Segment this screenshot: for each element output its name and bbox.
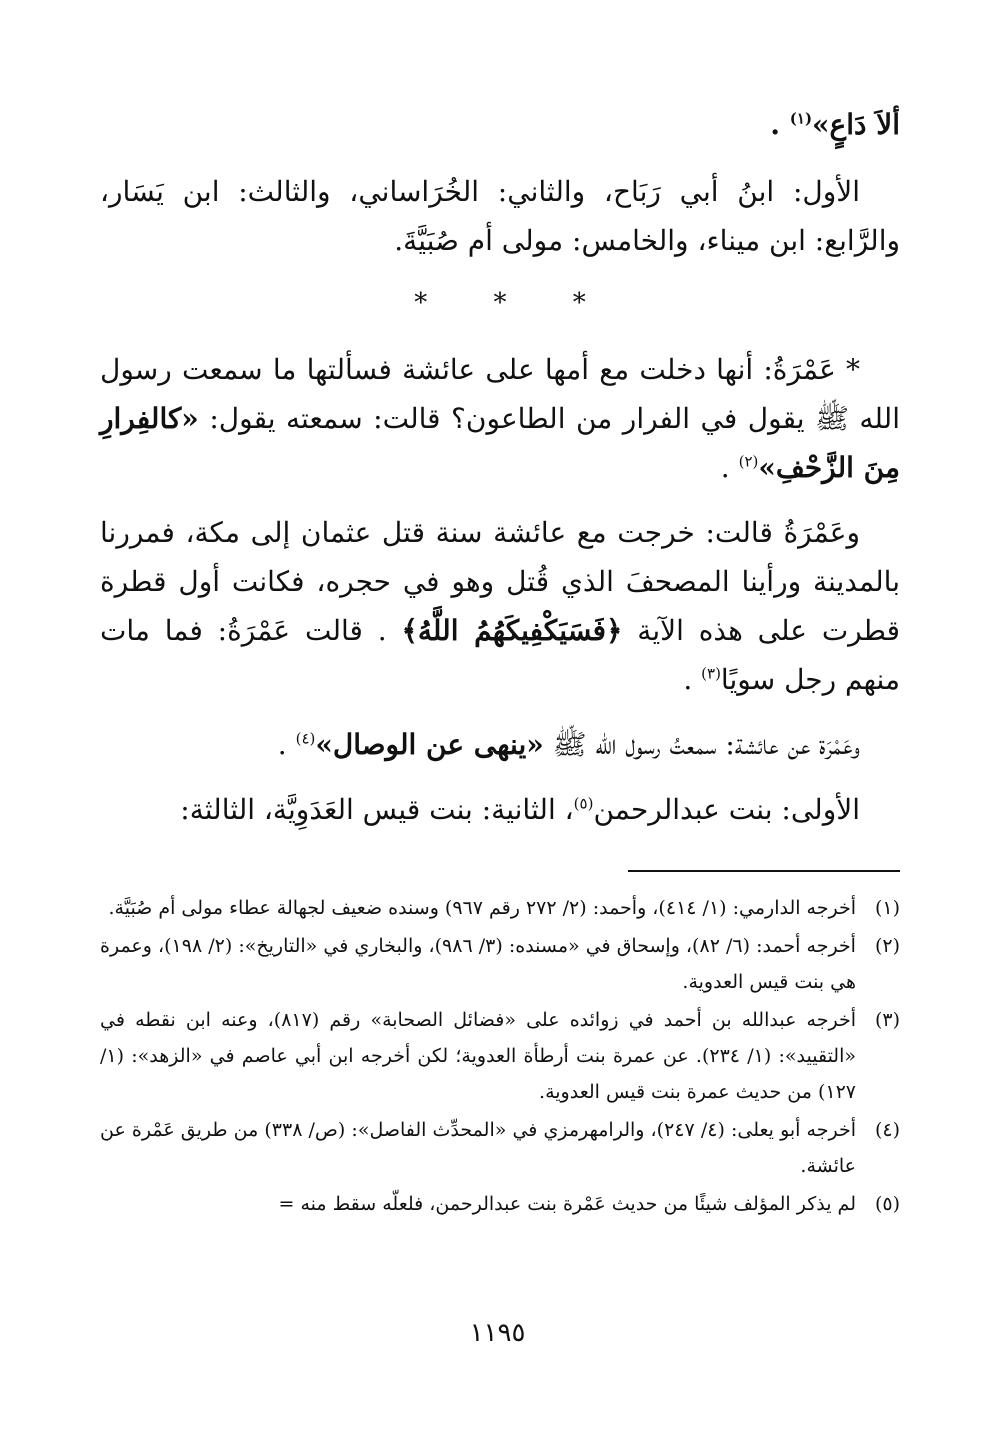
- paragraph-4-text: وعَمْرَة عن عائشة: سمعتُ رسول الله ﷺ: [543, 728, 860, 761]
- footnote-item: [100, 1112, 900, 1184]
- paragraph-4-tail: .: [277, 728, 296, 761]
- main-text: [100, 100, 900, 850]
- paragraph-4: [100, 720, 900, 769]
- quran-verse: ﴿فَسَيَكْفِيكَهُمُ اللَّهُ﴾: [401, 614, 623, 647]
- footnote-number: (٢): [874, 935, 900, 957]
- paragraph-1: [100, 167, 900, 265]
- footnote-text: أخرجه الدارمي: (١/ ٤١٤)، وأحمد: (٢/ ٢٧٢ رقم ٩٦٧) وسنده ضعيف لجهالة عطاء مولى أم صُبَيَّة.: [108, 897, 856, 919]
- footnote-item: [100, 1002, 900, 1110]
- footnote-text: أخرجه أحمد: (٦/ ٨٢)، وإسحاق في «مسنده: (٣/ ٩٨٦)، والبخاري في «التاريخ»: (٢/ ١٩٨)، وعمرة هي بنت قيس العدوية.: [100, 935, 856, 993]
- paragraph-5-text: الأولى: بنت عبدالرحمن: [593, 793, 860, 826]
- paragraph-5: [100, 785, 900, 834]
- footnote-number: (٣): [874, 1009, 900, 1031]
- footnote-number: (٥): [874, 1193, 900, 1215]
- paragraph-0: [100, 100, 900, 149]
- paragraph-3: [100, 508, 900, 704]
- paragraph-1-text: الأول: ابنُ أبي رَبَاح، والثاني: الخُرَاساني، والثالث: ابن يَسَار، والرَّابع: ابن ميناء، والخامس: مولى أم صُبَيَّةَ.: [100, 175, 900, 257]
- hadith-quote-2: «ينهى عن الوصال»: [315, 728, 544, 761]
- footnote-ref-5[interactable]: (٥): [573, 794, 594, 813]
- footnote-item: [100, 928, 900, 1000]
- paragraph-2-text: * عَمْرَةُ: أنها دخلت مع أمها على عائشة فسألتها ما سمعت رسول الله ﷺ يقول في الفرار من الطاعون؟ قالت: سمعته يقول:: [100, 353, 900, 435]
- footnote-text: أخرجه أبو يعلى: (٤/ ٢٤٧)، والرامهرمزي في «المحدِّث الفاصل»: (ص/ ٣٣٨) من طريق عَمْرة عن عائشة.: [100, 1119, 856, 1177]
- footnote-ref-2[interactable]: (٢): [738, 452, 759, 471]
- separator-star-3: *: [572, 288, 586, 318]
- page-number: ١١٩٥: [469, 1318, 526, 1348]
- footnotes: [100, 890, 900, 1224]
- paragraph-2: [100, 345, 900, 492]
- footnote-text: لم يذكر المؤلف شيئًا من حديث عَمْرة بنت عبدالرحمن، فلعلّه سقط منه =: [278, 1193, 856, 1215]
- footnote-item: [100, 1186, 900, 1222]
- footnote-text: أخرجه عبدالله بن أحمد في زوائده على «فضائل الصحابة» رقم (٨١٧)، وعنه ابن نقطه في «التقييد»: (١/ ٢٣٤). عن عمرة بنت أرطأة العدوية؛ لكن أخرجه ابن أبي عاصم في «الزهد»: (١/ ١٢٧) من حديث عمرة بنت قيس العدوية.: [100, 1009, 856, 1103]
- paragraph-3-text: وعَمْرَةُ قالت: خرجت مع عائشة سنة قتل عثمان إلى مكة، فمررنا بالمدينة ورأينا المصحفَ الذي قُتل وهو في حجره، فكانت أول قطرة قطرت على هذه الآية: [100, 516, 900, 647]
- paragraph-0-tail: .: [770, 108, 790, 141]
- footnote-number: (١): [874, 897, 900, 919]
- separator-star-1: *: [414, 288, 428, 318]
- paragraph-3-middle: . قالت عَمْرَةُ: فما مات منهم رجل سويًا: [100, 614, 900, 696]
- footnote-item: [100, 890, 900, 926]
- paragraph-5-tail: ، الثانية: بنت قيس العَدَوِيَّة، الثالثة:: [180, 793, 574, 826]
- footnote-divider: [628, 870, 900, 872]
- hadith-quote-1: «كالفِرارِ مِنَ الزَّحْفِ»: [100, 402, 900, 484]
- footnote-ref-1[interactable]: (١): [789, 109, 813, 128]
- paragraph-0-text: ألاَ دَاعٍ»: [812, 108, 900, 141]
- paragraph-2-tail: .: [720, 451, 739, 484]
- footnote-ref-4[interactable]: (٤): [295, 729, 316, 748]
- footnote-number: (٤): [874, 1119, 900, 1141]
- separator-star-2: *: [493, 288, 507, 318]
- paragraph-3-tail: .: [683, 663, 702, 696]
- footnote-ref-3[interactable]: (٣): [701, 664, 721, 683]
- section-separator: [100, 283, 900, 323]
